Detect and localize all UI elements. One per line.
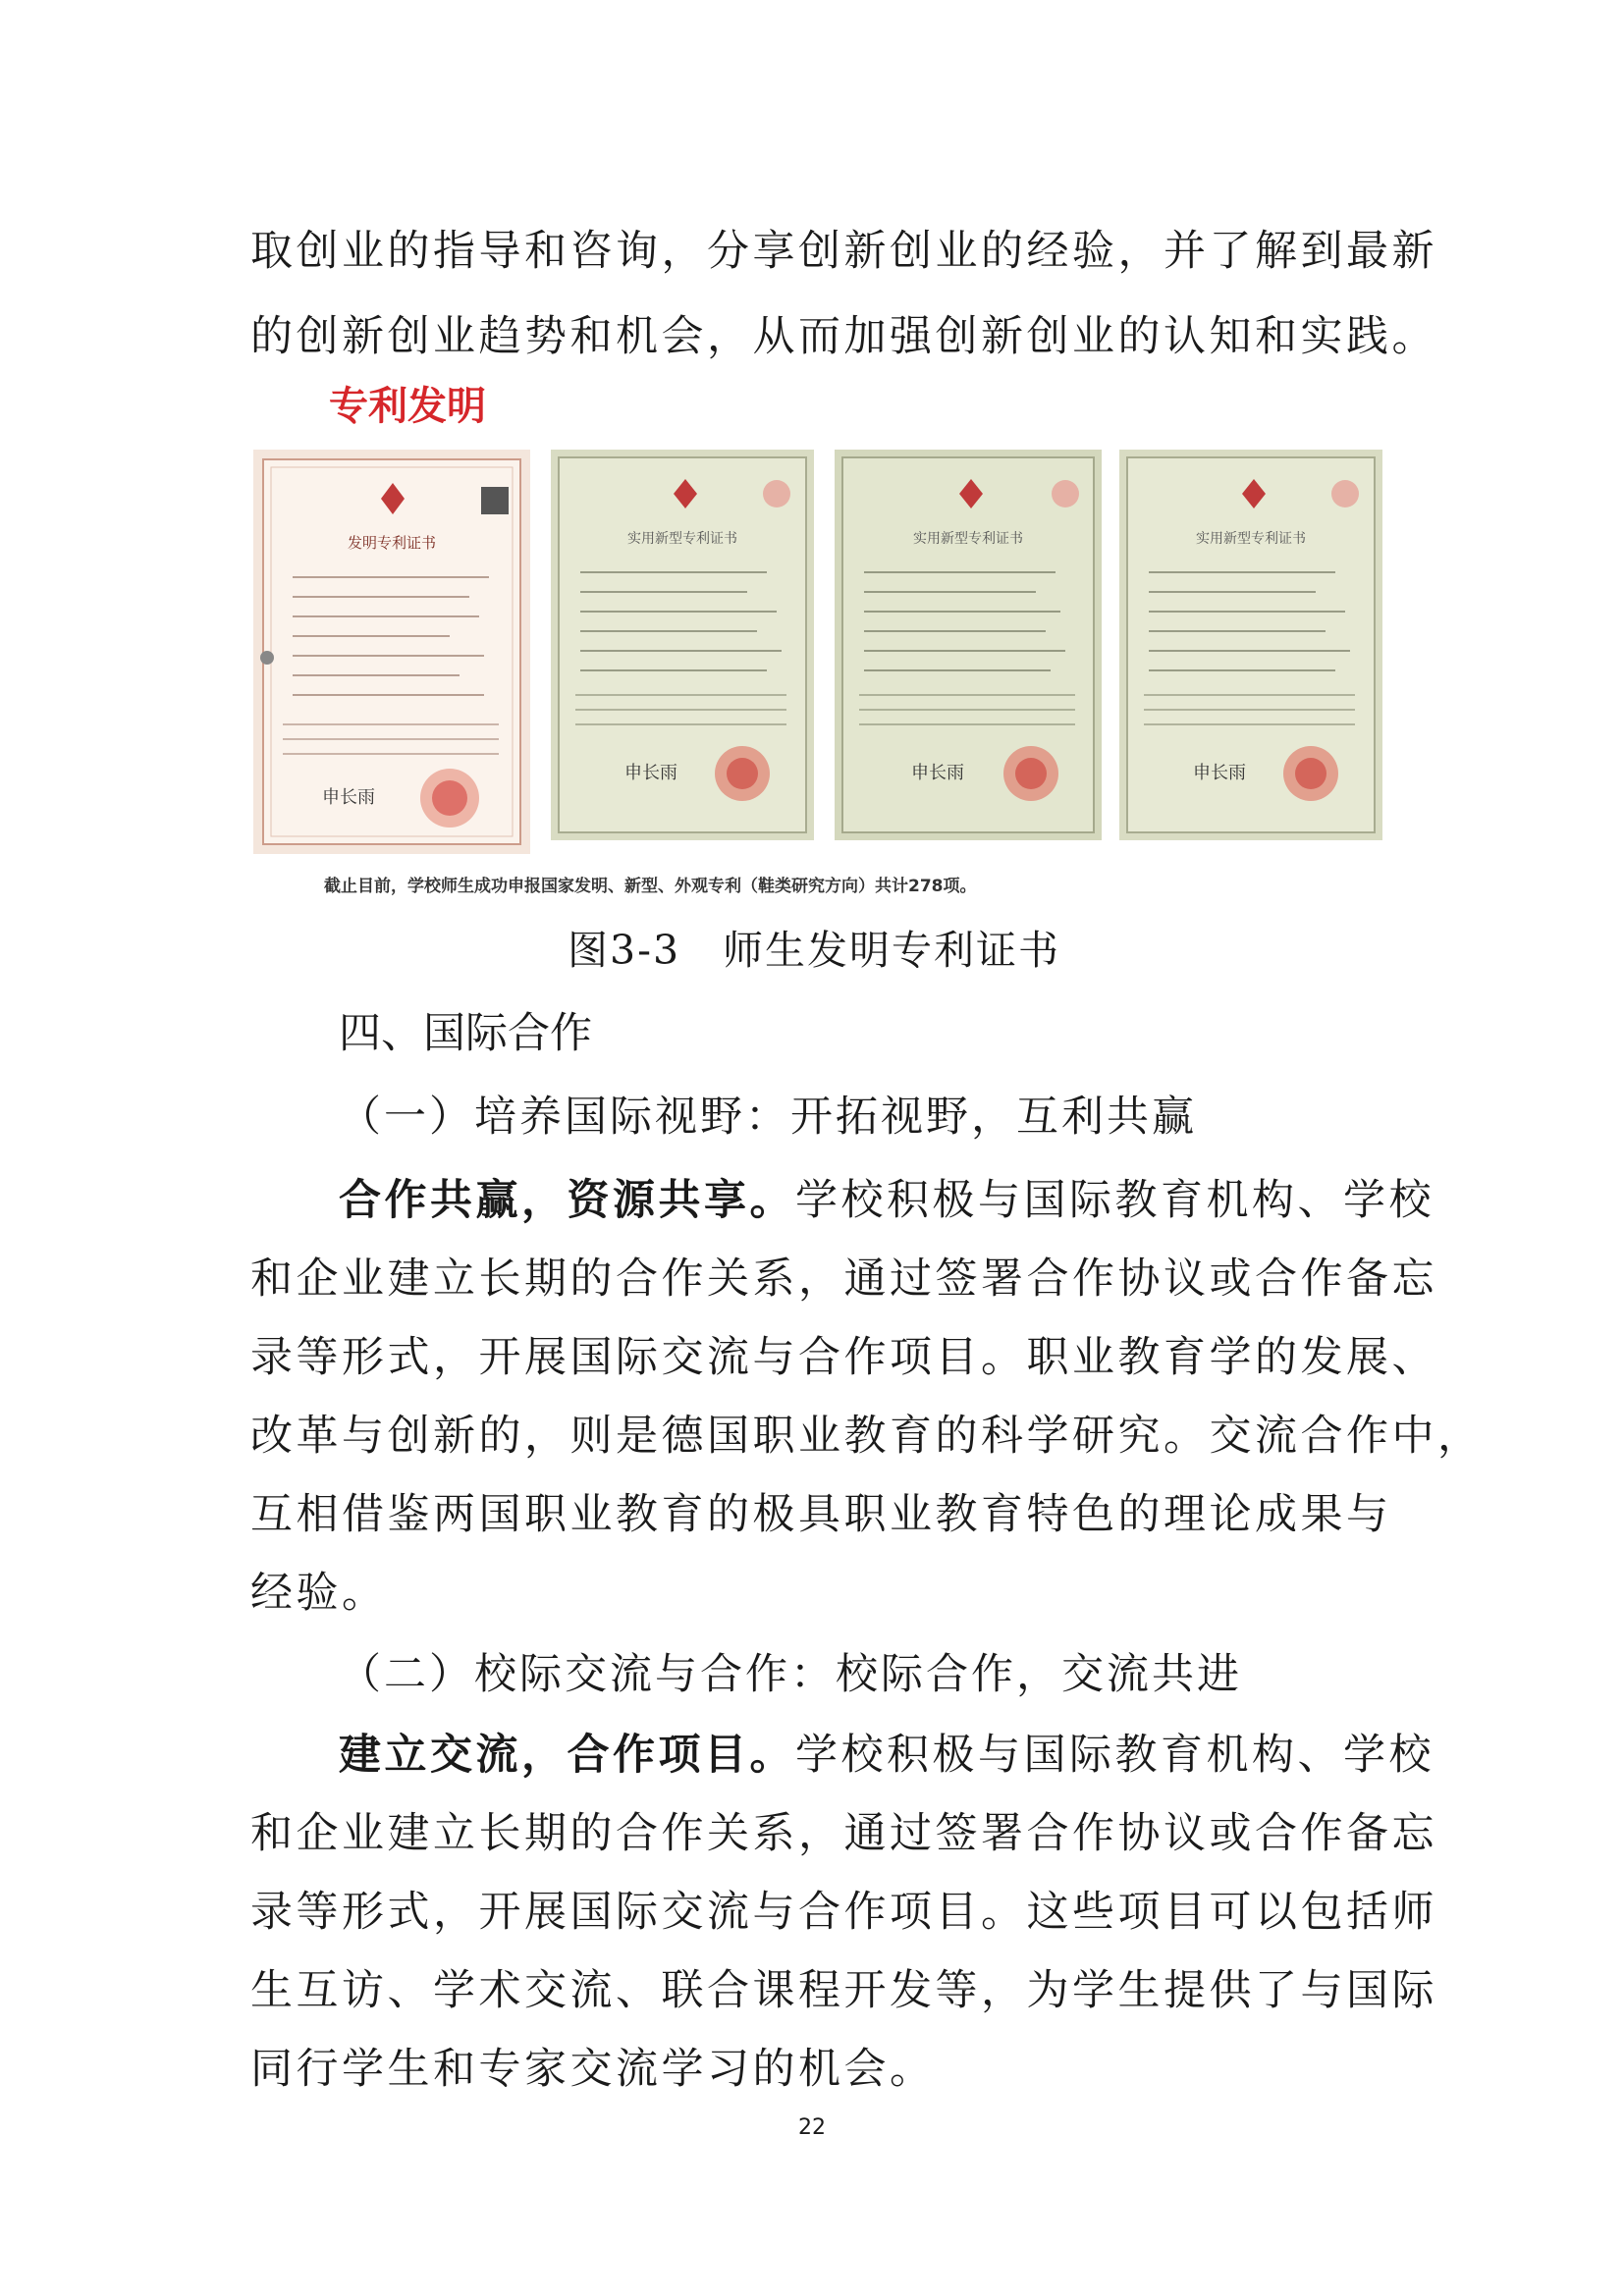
certificate-image-3	[835, 450, 1102, 840]
paragraph-1-lead: 合作共赢，资源共享。	[339, 1176, 795, 1225]
certificate-signature-1: 申长雨	[322, 787, 375, 808]
intro-line-1: 取创业的指导和咨询，分享创新创业的经验，并了解到最新	[250, 227, 1437, 276]
figure-caption: 图3-3 师生发明专利证书	[568, 927, 1061, 974]
figure-label: 专利发明	[329, 384, 486, 429]
paragraph-1-line-6: 经验。	[250, 1569, 388, 1618]
certificate-title-3: 实用新型专利证书	[913, 531, 1023, 547]
paragraph-2-line-3: 录等形式，开展国际交流与合作项目。这些项目可以包括师	[250, 1888, 1437, 1937]
subsection-title-1: （一）培养国际视野：开拓视野，互利共赢	[339, 1093, 1197, 1142]
paragraph-1-line-2: 和企业建立长期的合作关系，通过签署合作协议或合作备忘	[250, 1255, 1437, 1304]
paragraph-2-text: 学校积极与国际教育机构、学校	[795, 1731, 1435, 1780]
paragraph-1-line-5: 互相借鉴两国职业教育的极具职业教育特色的理论成果与	[250, 1490, 1392, 1539]
certificate-title-1: 发明专利证书	[347, 534, 437, 552]
certificate-signature-2: 申长雨	[624, 763, 677, 783]
certificate-strip	[253, 450, 1382, 854]
paragraph-2-line-4: 生互访、学术交流、联合课程开发等，为学生提供了与国际	[250, 1966, 1437, 2015]
paragraph-2-line-1	[339, 1728, 1435, 1783]
paragraph-1-line-1	[339, 1173, 1435, 1228]
paragraph-2-line-5: 同行学生和专家交流学习的机会。	[250, 2045, 936, 2094]
paragraph-1-line-4: 改革与创新的，则是德国职业教育的科学研究。交流合作中，	[250, 1412, 1484, 1461]
certificate-image-1	[253, 450, 530, 854]
figure-note: 截止目前，学校师生成功申报国家发明、新型、外观专利（鞋类研究方向）共计278项。	[324, 877, 977, 896]
paragraph-1-line-3: 录等形式，开展国际交流与合作项目。职业教育学的发展、	[250, 1333, 1437, 1382]
certificate-signature-4: 申长雨	[1193, 763, 1246, 783]
page-number: 22	[798, 2115, 826, 2140]
subsection-title-2: （二）校际交流与合作：校际合作，交流共进	[339, 1650, 1242, 1699]
section-heading: 四、国际合作	[339, 1009, 592, 1058]
intro-line-2: 的创新创业趋势和机会，从而加强创新创业的认知和实践。	[250, 312, 1437, 361]
certificate-image-2	[551, 450, 814, 840]
certificate-title-4: 实用新型专利证书	[1196, 531, 1306, 547]
paragraph-2-line-2: 和企业建立长期的合作关系，通过签署合作协议或合作备忘	[250, 1809, 1437, 1858]
paragraph-1-text: 学校积极与国际教育机构、学校	[795, 1176, 1435, 1225]
paragraph-2-lead: 建立交流，合作项目。	[339, 1731, 795, 1780]
certificate-title-2: 实用新型专利证书	[627, 531, 737, 547]
certificate-image-4	[1119, 450, 1382, 840]
certificate-signature-3: 申长雨	[911, 763, 964, 783]
